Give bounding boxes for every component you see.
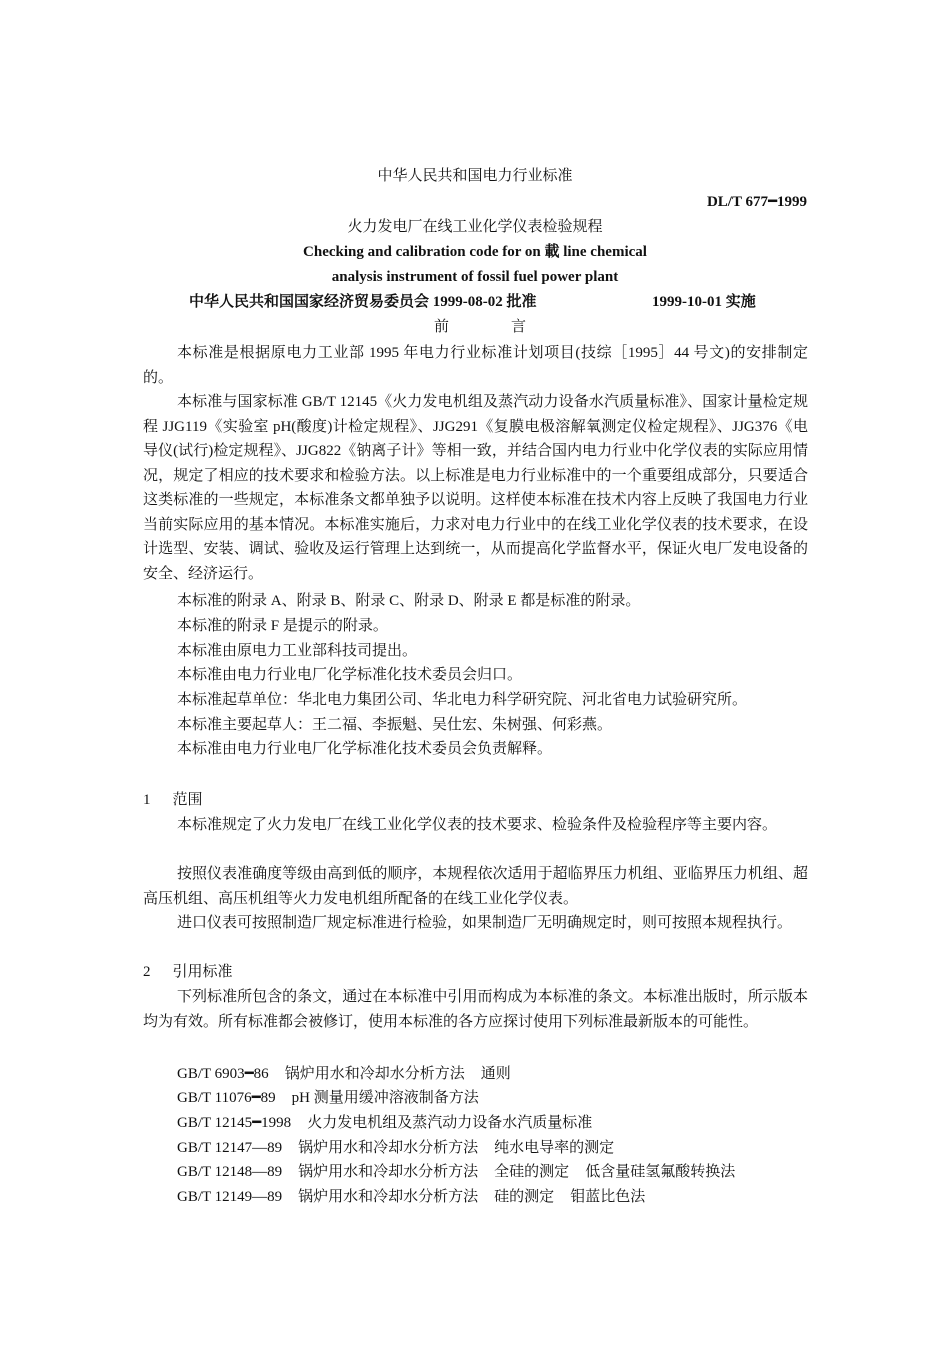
reference-subtitle-2: 钼蓝比色法: [570, 1189, 646, 1205]
title-english-line-1: Checking and calibration code for on 載 line chemical: [303, 244, 647, 260]
reference-item: [177, 1160, 735, 1185]
section-1-number: 1: [143, 792, 151, 808]
section-2-number: 2: [143, 964, 151, 980]
reference-title: 火力发电机组及蒸汽动力设备水汽质量标准: [307, 1115, 593, 1131]
approval-line: 中华人民共和国国家经济贸易委员会 1999-08-02 批准: [189, 294, 537, 310]
reference-title: 锅炉用水和冷却水分析方法: [298, 1189, 479, 1205]
standard-category: 中华人民共和国电力行业标准: [377, 168, 573, 184]
standard-code: DL/T 677━1999: [706, 194, 807, 210]
foreword-title: [434, 317, 526, 337]
reference-subtitle: 全硅的测定: [494, 1164, 570, 1180]
reference-subtitle: 纯水电导率的测定: [494, 1140, 615, 1156]
reference-code: GB/T 6903━86: [177, 1066, 269, 1082]
reference-title: 锅炉用水和冷却水分析方法: [298, 1164, 479, 1180]
section-1-title: 范围: [172, 792, 203, 808]
foreword-paragraph-2: 本标准与国家标准 GB/T 12145《火力发电机组及蒸汽动力设备水汽质量标准》、国家计量检定规程 JJG119《实验室 pH(酸度)计检定规程》、JJG291《复膜电极溶解氧测定仪检定规程》、JJG376《电导仪(试行)检定规程》、JJG822《钠离子计》等相一致，并结合国内电力行业中化学仪表的实际应用情况，规定了相应的技术要求和检验方法。以上标准是电力行业标准中的一个重要组成部分，只要适合这类标准的一些规定，本标准条文都单独予以说明。这样使本标准在技术内容上反映了我国电力行业当前实际应用的基本情况。本标准实施后，力求对电力行业中的在线工业化学仪表的技术要求，在设计选型、安装、调试、验收及运行管理上达到统一，从而提高化学监督水平，保证火电厂发电设备的安全、经济运行。: [143, 394, 808, 582]
reference-title: pH 测量用缓冲溶液制备方法: [291, 1090, 479, 1106]
reference-subtitle-2: 低含量硅氢氟酸转换法: [585, 1164, 736, 1180]
reference-code: GB/T 12149—89: [177, 1189, 283, 1205]
reference-code: GB/T 11076━89: [177, 1090, 276, 1106]
title-chinese: 火力发电厂在线工业化学仪表检验规程: [347, 219, 603, 235]
section-1-heading: [143, 788, 203, 813]
foreword-paragraph-4: 本标准的附录 F 是提示的附录。: [177, 618, 388, 634]
reference-code: GB/T 12145━1998: [177, 1115, 292, 1131]
title-english-line-2: analysis instrument of fossil fuel power plant: [331, 269, 619, 285]
foreword-paragraph-3: 本标准的附录 A、附录 B、附录 C、附录 D、附录 E 都是标准的附录。: [177, 593, 641, 609]
section-2-title: 引用标准: [172, 964, 233, 980]
reference-code: GB/T 12148—89: [177, 1164, 283, 1180]
foreword-paragraph-5: 本标准由原电力工业部科技司提出。: [177, 643, 418, 659]
reference-title: 锅炉用水和冷却水分析方法: [298, 1140, 479, 1156]
reference-item: [177, 1111, 592, 1136]
foreword-title-char-2: 言: [511, 319, 527, 335]
section-2-heading: [143, 960, 233, 985]
foreword-paragraph-6: 本标准由电力行业电厂化学标准化技术委员会归口。: [177, 667, 523, 683]
reference-code: GB/T 12147—89: [177, 1140, 283, 1156]
section-1-paragraph-1: 本标准规定了火力发电厂在线工业化学仪表的技术要求、检验条件及检验程序等主要内容。: [177, 817, 778, 833]
reference-subtitle: 硅的测定: [494, 1189, 555, 1205]
foreword-paragraph-9: 本标准由电力行业电厂化学标准化技术委员会负责解释。: [177, 741, 553, 757]
section-1-paragraph-2: 按照仪表准确度等级由高到低的顺序，本规程依次适用于超临界压力机组、亚临界压力机组、超高压机组、高压机组等火力发电机组所配备的在线工业化学仪表。: [143, 866, 808, 907]
reference-item: [177, 1185, 645, 1210]
reference-item: [177, 1086, 479, 1111]
foreword-paragraph-1: 本标准是根据原电力工业部 1995 年电力行业标准计划项目(技综［1995］44 号文)的安排制定的。: [143, 345, 808, 386]
reference-title: 锅炉用水和冷却水分析方法: [284, 1066, 465, 1082]
foreword-title-char-1: 前: [434, 319, 450, 335]
reference-subtitle: 通则: [480, 1066, 511, 1082]
foreword-paragraph-8: 本标准主要起草人：王二福、李振魁、吴仕宏、朱树强、何彩燕。: [177, 717, 613, 733]
reference-item: [177, 1136, 614, 1161]
foreword-paragraph-7: 本标准起草单位：华北电力集团公司、华北电力科学研究院、河北省电力试验研究所。: [177, 692, 748, 708]
section-1-paragraph-3: 进口仪表可按照制造厂规定标准进行检验，如果制造厂无明确规定时，则可按照本规程执行。: [177, 915, 793, 931]
effective-date: 1999-10-01 实施: [652, 294, 756, 310]
section-2-paragraph-1: 下列标准所包含的条文，通过在本标准中引用而构成为本标准的条文。本标准出版时，所示版本均为有效。所有标准都会被修订，使用本标准的各方应探讨使用下列标准最新版本的可能性。: [143, 989, 808, 1030]
reference-item: [177, 1062, 511, 1087]
